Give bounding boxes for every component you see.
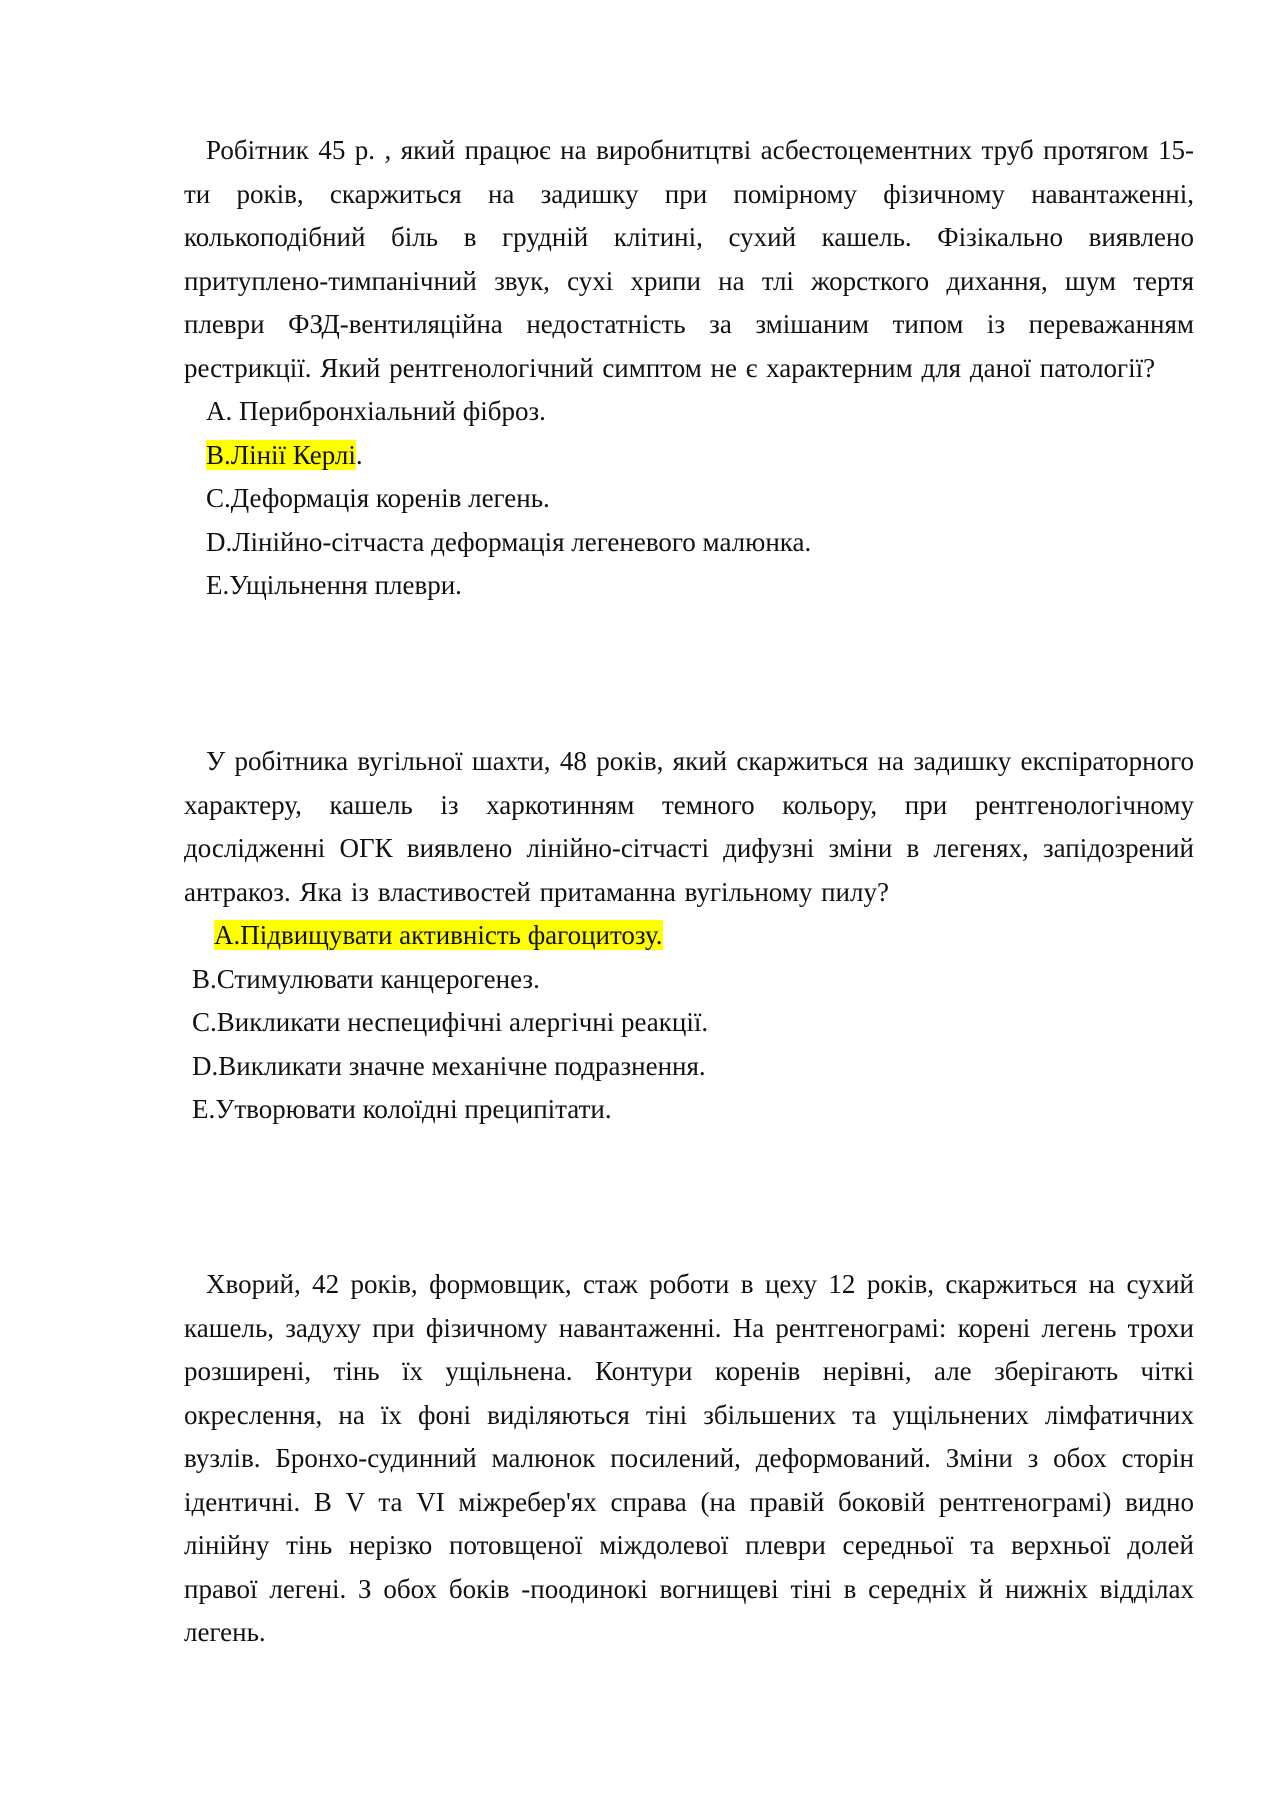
question-2-option-d: D.Викликати значне механічне подразнення. [192,1050,706,1081]
question-2-option-a [184,914,1194,958]
question-1-option-c: С.Деформація коренів легень. [206,483,550,513]
question-2-option-e: Е.Утворювати колоїдні преципітати. [192,1094,612,1124]
question-1-option-a: А. Перибронхіальний фіброз. [206,396,546,426]
question-3-stem: Хворий, 42 років, формовщик, стаж роботи в цеху 12 років, скаржиться на сухий кашель, задуху при фізичному навантаженні. На рентгенограмі: корені легень трохи розширені, тінь їх ущільнена. Контури коренів нерівні, але зберігають чіткі окреслення, на їх фоні виділяються тіні збільшених та ущільнених лімфатичних вузлів. Бронхо-судинний малюнок посилений, деформований. Зміни з обох сторін ідентичні. В V та VI міжребер'ях справа (на правій боковій рентгенограмі) видно лінійну тінь нерізко потовщеної міждолевої плеври середньої та верхньої долей правої легені. З обох боків -поодинокі вогнищеві тіні в середніх й нижніх відділах легень. [184,1269,1194,1647]
question-1-option-b-highlight: В.Лінії Керлі [206,439,356,470]
question-1-stem: Робітник 45 р. , який працює на виробнитцтві асбестоцементних труб протягом 15-ти років, скаржиться на задишку при помірному фізичному навантаженні, колькоподібний біль в грудній клітині, сухий кашель. Фізікально виявлено притуплено-тимпанічний звук, сухі хрипи на тлі жорсткого дихання, шум тертя плеври ФЗД-вентиляційна недостатність за змішаним типом із переважанням рестрикції. Який рентгенологічний симптом не є характерним для даної патології? [184,135,1194,383]
question-1-option-d: D.Лінійно-сітчаста деформація легеневого малюнка. [206,526,812,557]
question-2-option-c: С.Викликати неспецифічні алергічні реакції. [192,1007,709,1037]
question-1-option-b [184,434,1194,478]
question-1 [184,129,1194,608]
question-3 [184,1263,1194,1655]
question-1-option-b-suffix: . [355,439,363,470]
question-2-option-a-highlight: А.Підвищувати активність фагоцитозу. [214,920,663,950]
question-2-stem: У робітника вугільної шахти, 48 років, який скаржиться на задишку експіраторного характеру, кашель із харкотинням темного кольору, при рентгенологічному дослідженні ОГК виявлено лінійно-сітчасті дифузні зміни в легенях, запідозрений антракоз. Яка із властивостей притаманна вугільному пилу? [184,746,1194,907]
question-2-option-b: В.Стимулювати канцерогенез. [192,963,540,994]
question-1-option-e: Е.Ущільнення плеври. [206,570,462,600]
question-2 [184,740,1194,1132]
